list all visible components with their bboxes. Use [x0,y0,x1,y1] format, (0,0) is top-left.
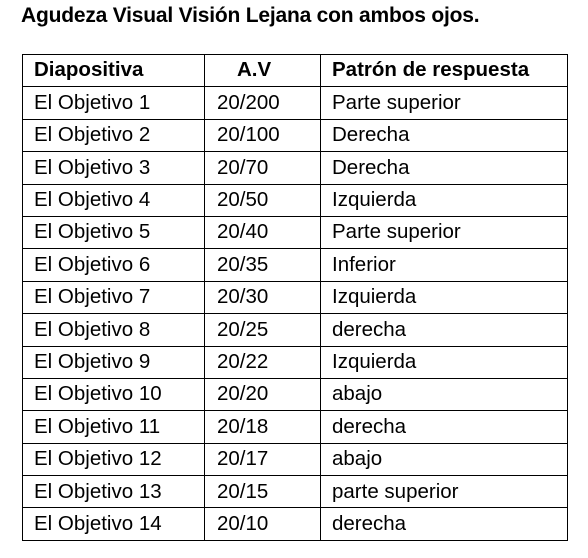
cell-diapositiva: El Objetivo 11 [23,411,205,443]
cell-av: 20/100 [205,119,321,151]
cell-patron: derecha [321,411,568,443]
table-row [23,508,568,540]
cell-diapositiva: El Objetivo 4 [23,184,205,216]
cell-patron: Izquierda [321,281,568,313]
cell-patron: derecha [321,508,568,540]
cell-patron: abajo [321,443,568,475]
cell-patron: Derecha [321,152,568,184]
cell-av: 20/10 [205,508,321,540]
cell-diapositiva: El Objetivo 3 [23,152,205,184]
cell-av: 20/20 [205,378,321,410]
header-av: A.V [205,55,321,87]
cell-diapositiva: El Objetivo 14 [23,508,205,540]
visual-acuity-table [22,54,568,541]
cell-diapositiva: El Objetivo 13 [23,476,205,508]
cell-av: 20/30 [205,281,321,313]
cell-av: 20/15 [205,476,321,508]
table-row [23,378,568,410]
cell-patron: abajo [321,378,568,410]
cell-diapositiva: El Objetivo 9 [23,346,205,378]
cell-diapositiva: El Objetivo 12 [23,443,205,475]
table-row [23,87,568,119]
cell-av: 20/17 [205,443,321,475]
cell-av: 20/25 [205,314,321,346]
table-row [23,119,568,151]
table-row [23,476,568,508]
cell-diapositiva: El Objetivo 2 [23,119,205,151]
cell-diapositiva: El Objetivo 10 [23,378,205,410]
cell-av: 20/40 [205,216,321,248]
page-title: Agudeza Visual Visión Lejana con ambos ojos. [21,4,480,27]
cell-diapositiva: El Objetivo 5 [23,216,205,248]
cell-diapositiva: El Objetivo 1 [23,87,205,119]
table-row [23,314,568,346]
table-row [23,152,568,184]
table-row [23,216,568,248]
table-row [23,411,568,443]
cell-patron: Inferior [321,249,568,281]
header-patron: Patrón de respuesta [321,55,568,87]
cell-av: 20/35 [205,249,321,281]
cell-av: 20/22 [205,346,321,378]
table-row [23,184,568,216]
cell-av: 20/50 [205,184,321,216]
table-row [23,281,568,313]
table-row [23,249,568,281]
table-row [23,443,568,475]
cell-diapositiva: El Objetivo 8 [23,314,205,346]
cell-patron: Izquierda [321,346,568,378]
cell-patron: Parte superior [321,87,568,119]
cell-patron: Derecha [321,119,568,151]
cell-av: 20/200 [205,87,321,119]
cell-av: 20/70 [205,152,321,184]
cell-av: 20/18 [205,411,321,443]
header-diapositiva: Diapositiva [23,55,205,87]
cell-patron: Izquierda [321,184,568,216]
cell-patron: Parte superior [321,216,568,248]
cell-patron: parte superior [321,476,568,508]
cell-diapositiva: El Objetivo 6 [23,249,205,281]
cell-patron: derecha [321,314,568,346]
cell-diapositiva: El Objetivo 7 [23,281,205,313]
table-header-row [23,55,568,87]
table-row [23,346,568,378]
